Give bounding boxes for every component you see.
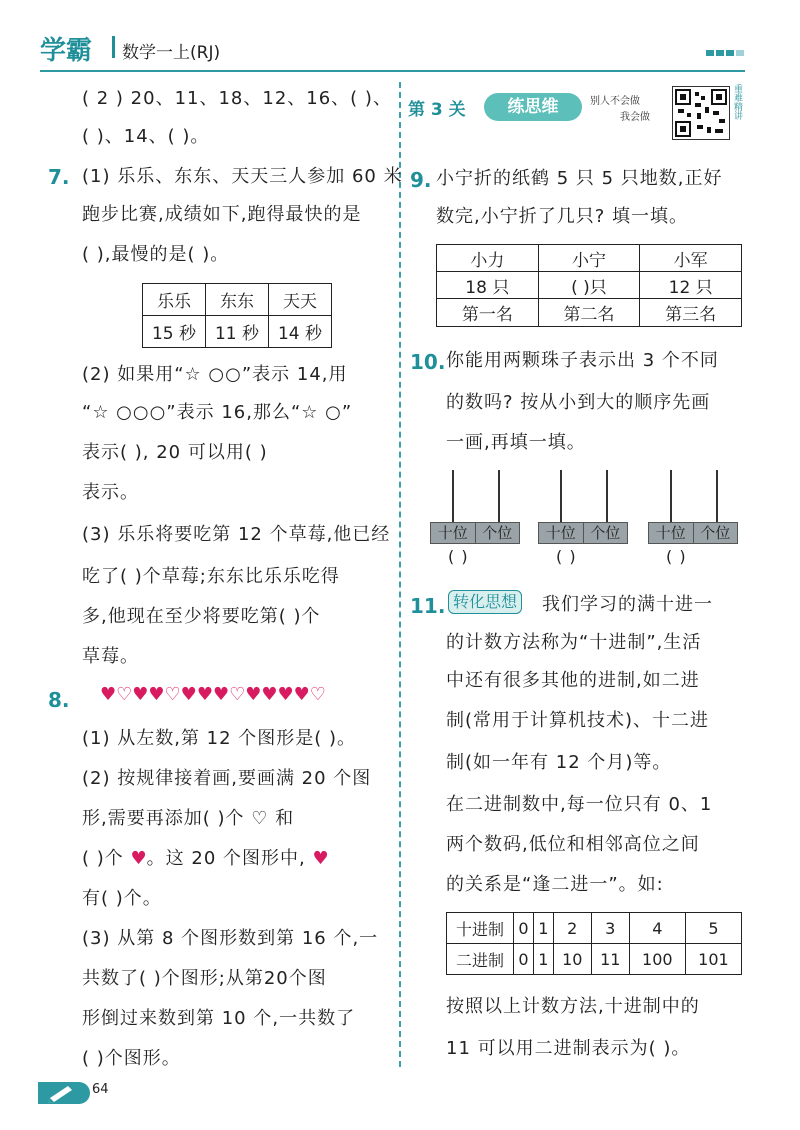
q7-1-line-b: 跑步比赛,成绩如下,跑得最快的是 bbox=[82, 204, 362, 225]
method-tag: 转化思想 bbox=[448, 590, 522, 614]
crane-name: 小军 bbox=[640, 245, 742, 272]
base-conversion-table bbox=[446, 912, 742, 975]
abacus-base bbox=[648, 522, 738, 544]
q6-line-b: ( )、14、( )。 bbox=[82, 126, 210, 147]
slogan-line-2: 我会做 bbox=[620, 112, 650, 123]
dec-value: 4 bbox=[629, 913, 685, 944]
dec-value: 3 bbox=[591, 913, 629, 944]
bin-value: 1 bbox=[533, 944, 553, 975]
abacus-1 bbox=[430, 470, 520, 570]
abacus-answer-blank: ( ) bbox=[556, 547, 577, 566]
abacus-base bbox=[538, 522, 628, 544]
crane-count: ( )只 bbox=[538, 272, 640, 299]
abacus-rod bbox=[560, 470, 562, 522]
header-decoration bbox=[706, 50, 744, 56]
q8-3-line-a: (3) 从第 8 个图形数到第 16 个,一 bbox=[82, 928, 379, 949]
abacus-rod bbox=[716, 470, 718, 522]
crane-rank: 第三名 bbox=[640, 299, 742, 327]
brand-logo: 学霸 bbox=[40, 36, 93, 66]
race-time: 14 秒 bbox=[269, 316, 332, 348]
qr-code-icon bbox=[672, 86, 730, 140]
q7-3-line-c: 多,他现在至少将要吃第( )个 bbox=[82, 606, 321, 627]
q11-line-d: 制(常用于计算机技术)、十二进 bbox=[446, 710, 710, 731]
q8-2-line-b: 形,需要再添加( )个 ♡ 和 bbox=[82, 808, 295, 829]
q9-line-b: 数完,小宁折了几只? 填一填。 bbox=[436, 206, 688, 227]
q7-2-line-a: (2) 如果用“☆ ○○”表示 14,用 bbox=[82, 364, 348, 385]
page-number: 64 bbox=[92, 1082, 109, 1097]
q11-number: 11. bbox=[410, 594, 446, 618]
abacus-answer-blank: ( ) bbox=[666, 547, 687, 566]
q7-3-line-a: (3) 乐乐将要吃第 12 个草莓,他已经 bbox=[82, 524, 391, 545]
q7-number: 7. bbox=[48, 165, 70, 189]
pencil-icon bbox=[38, 1082, 90, 1104]
race-header: 天天 bbox=[269, 284, 332, 316]
crane-table bbox=[436, 244, 742, 327]
q6-line-a: ( 2 ) 20、11、18、12、16、( )、 bbox=[82, 88, 392, 109]
crane-rank: 第一名 bbox=[437, 299, 539, 327]
abacus-3 bbox=[648, 470, 738, 570]
tens-label: 十位 bbox=[431, 523, 476, 543]
tens-label: 十位 bbox=[539, 523, 584, 543]
abacus-2 bbox=[538, 470, 628, 570]
abacus-rod bbox=[452, 470, 454, 522]
q8-2-line-d: 有( )个。 bbox=[82, 888, 162, 909]
heart-sequence: ♥♡♥♥♡♥♥♥♡♥♥♥♥♡ bbox=[100, 684, 326, 705]
q9-number: 9. bbox=[410, 168, 432, 192]
q8-2-text-2: 。这 20 个图形中, bbox=[146, 848, 313, 869]
q7-3-line-b: 吃了( )个草莓;东东比乐乐吃得 bbox=[82, 566, 340, 587]
q11-line-h: 的关系是“逢二进一”。如: bbox=[446, 874, 664, 895]
q11-line-c: 中还有很多其他的进制,如二进 bbox=[446, 670, 700, 691]
crane-name: 小力 bbox=[437, 245, 539, 272]
bin-value: 10 bbox=[553, 944, 591, 975]
q10-line-b: 的数吗? 按从小到大的顺序先画 bbox=[446, 392, 711, 413]
dec-value: 5 bbox=[685, 913, 741, 944]
q7-2-line-b: “☆ ○○○”表示 16,那么“☆ ○” bbox=[82, 402, 353, 423]
q11-line-e: 制(如一年有 12 个月)等。 bbox=[446, 752, 672, 773]
q8-2-line-a: (2) 按规律接着画,要画满 20 个图 bbox=[82, 768, 372, 789]
tens-label: 十位 bbox=[649, 523, 694, 543]
race-results-table bbox=[142, 283, 332, 348]
bin-value: 101 bbox=[685, 944, 741, 975]
q11-line-f: 在二进制数中,每一位只有 0、1 bbox=[446, 794, 713, 815]
race-header: 东东 bbox=[206, 284, 269, 316]
q7-1-line-a: (1) 乐乐、东东、天天三人参加 60 米 bbox=[82, 166, 403, 187]
q7-2-line-c: 表示( ), 20 可以用( ) bbox=[82, 442, 268, 463]
ones-label: 个位 bbox=[700, 524, 731, 542]
q11-line-a: 我们学习的满十进一 bbox=[542, 594, 713, 615]
level-title: 第 3 关 bbox=[408, 100, 466, 120]
ones-label: 个位 bbox=[482, 524, 513, 542]
q10-line-a: 你能用两颗珠子表示出 3 个不同 bbox=[446, 350, 719, 371]
dec-value: 1 bbox=[533, 913, 553, 944]
q10-number: 10. bbox=[410, 350, 446, 374]
crane-count: 12 只 bbox=[640, 272, 742, 299]
heart-icon: ♥ bbox=[312, 848, 329, 869]
q11-line-g: 两个数码,低位和相邻高位之间 bbox=[446, 834, 700, 855]
base-label: 十进制 bbox=[447, 913, 514, 944]
race-header: 乐乐 bbox=[143, 284, 206, 316]
heart-icon: ♥ bbox=[130, 848, 147, 869]
q11-line-i: 按照以上计数方法,十进制中的 bbox=[446, 996, 700, 1017]
race-time: 15 秒 bbox=[143, 316, 206, 348]
abacus-rod bbox=[498, 470, 500, 522]
bin-value: 11 bbox=[591, 944, 629, 975]
q10-line-c: 一画,再填一填。 bbox=[446, 432, 586, 453]
q8-number: 8. bbox=[48, 688, 70, 712]
q7-1-line-c: ( ),最慢的是( )。 bbox=[82, 244, 230, 265]
header-rule bbox=[40, 70, 745, 72]
q8-3-line-d: ( )个图形。 bbox=[82, 1048, 181, 1069]
level-badge: 练思维 bbox=[484, 93, 582, 121]
crane-rank: 第二名 bbox=[538, 299, 640, 327]
header-separator bbox=[112, 36, 115, 58]
slogan-line-1: 别人不会做 bbox=[590, 96, 640, 107]
q8-3-line-c: 形倒过来数到第 10 个,一共数了 bbox=[82, 1008, 356, 1029]
dec-value: 2 bbox=[553, 913, 591, 944]
q8-1-line: (1) 从左数,第 12 个图形是( )。 bbox=[82, 728, 357, 749]
q8-3-line-b: 共数了( )个图形;从第20个图 bbox=[82, 968, 327, 989]
q11-line-b: 的计数方法称为“十进制”,生活 bbox=[446, 632, 702, 653]
q11-tag bbox=[448, 590, 522, 614]
q9-line-a: 小宁折的纸鹤 5 只 5 只地数,正好 bbox=[436, 168, 723, 189]
bin-value: 100 bbox=[629, 944, 685, 975]
abacus-rod bbox=[670, 470, 672, 522]
abacus-rod bbox=[606, 470, 608, 522]
crane-name: 小宁 bbox=[538, 245, 640, 272]
abacus-base bbox=[430, 522, 520, 544]
crane-count: 18 只 bbox=[437, 272, 539, 299]
race-time: 11 秒 bbox=[206, 316, 269, 348]
q7-3-line-d: 草莓。 bbox=[82, 646, 139, 667]
column-divider bbox=[399, 82, 401, 1067]
q8-2-text-1: ( )个 bbox=[82, 848, 131, 869]
qr-caption: 重难精讲 bbox=[732, 84, 742, 120]
dec-value: 0 bbox=[514, 913, 534, 944]
bin-value: 0 bbox=[514, 944, 534, 975]
q11-line-j: 11 可以用二进制表示为( )。 bbox=[446, 1038, 691, 1059]
q7-2-line-d: 表示。 bbox=[82, 482, 139, 503]
abacus-answer-blank: ( ) bbox=[448, 547, 469, 566]
base-label: 二进制 bbox=[447, 944, 514, 975]
ones-label: 个位 bbox=[590, 524, 621, 542]
book-subtitle: 数学一上(RJ) bbox=[122, 43, 221, 63]
q8-2-line-c bbox=[82, 844, 329, 874]
